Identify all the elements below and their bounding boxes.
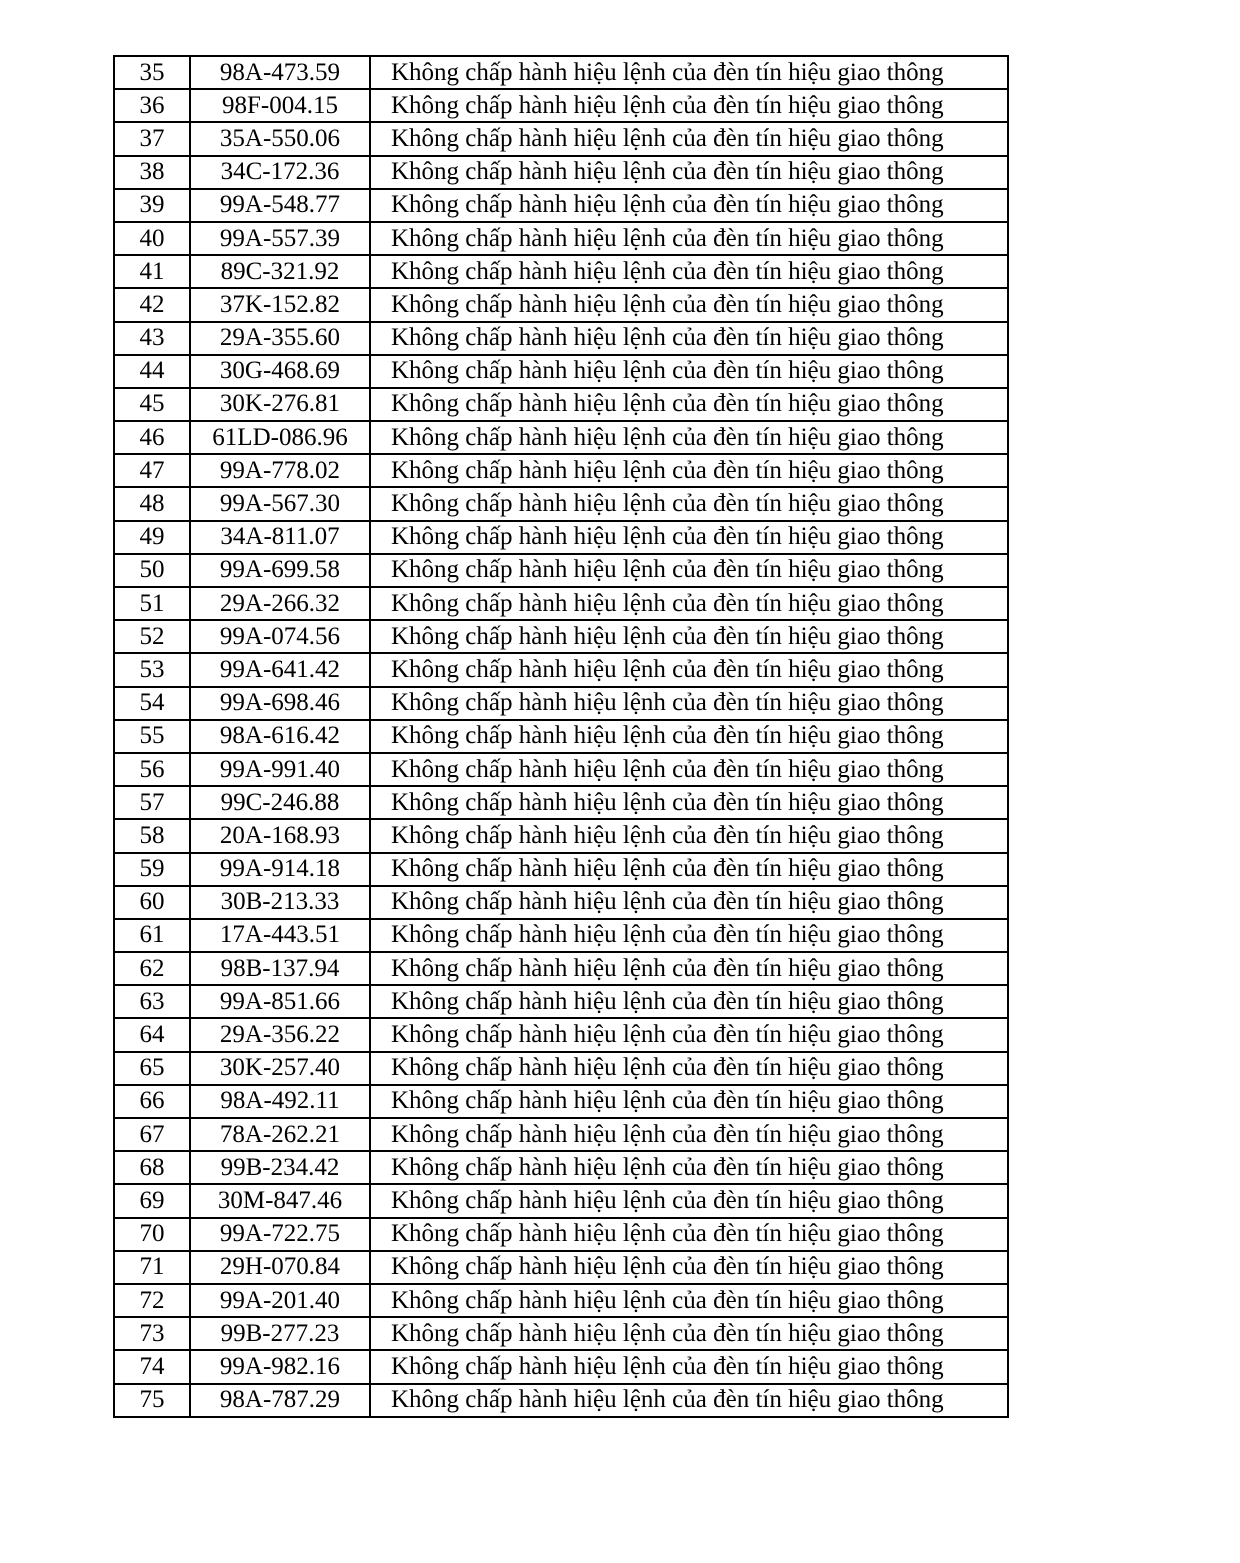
table-row	[114, 786, 1008, 819]
license-plate-cell: 99A-699.58	[190, 554, 370, 587]
license-plate-cell: 30G-468.69	[190, 355, 370, 388]
license-plate-cell: 20A-168.93	[190, 819, 370, 852]
license-plate-cell: 99A-722.75	[190, 1218, 370, 1251]
violation-cell: Không chấp hành hiệu lệnh của đèn tín hiệu giao thông	[370, 255, 1008, 288]
license-plate-cell: 99A-914.18	[190, 853, 370, 886]
license-plate-cell: 35A-550.06	[190, 122, 370, 155]
license-plate-cell: 99A-557.39	[190, 222, 370, 255]
violation-cell: Không chấp hành hiệu lệnh của đèn tín hiệu giao thông	[370, 687, 1008, 720]
license-plate-cell: 30K-257.40	[190, 1052, 370, 1085]
row-number-cell: 64	[114, 1018, 190, 1051]
row-number-cell: 37	[114, 122, 190, 155]
row-number-cell: 55	[114, 720, 190, 753]
violation-cell: Không chấp hành hiệu lệnh của đèn tín hiệu giao thông	[370, 454, 1008, 487]
license-plate-cell: 99A-641.42	[190, 653, 370, 686]
row-number-cell: 36	[114, 89, 190, 122]
row-number-cell: 74	[114, 1350, 190, 1383]
table-row	[114, 1317, 1008, 1350]
license-plate-cell: 99A-778.02	[190, 454, 370, 487]
row-number-cell: 53	[114, 653, 190, 686]
row-number-cell: 40	[114, 222, 190, 255]
table-row	[114, 554, 1008, 587]
violation-cell: Không chấp hành hiệu lệnh của đèn tín hiệu giao thông	[370, 222, 1008, 255]
table-row	[114, 687, 1008, 720]
license-plate-cell: 99A-982.16	[190, 1350, 370, 1383]
violation-cell: Không chấp hành hiệu lệnh của đèn tín hiệu giao thông	[370, 1350, 1008, 1383]
row-number-cell: 61	[114, 919, 190, 952]
table-row	[114, 985, 1008, 1018]
table-row	[114, 753, 1008, 786]
table-row	[114, 89, 1008, 122]
violation-cell: Không chấp hành hiệu lệnh của đèn tín hiệu giao thông	[370, 421, 1008, 454]
license-plate-cell: 34A-811.07	[190, 521, 370, 554]
violation-cell: Không chấp hành hiệu lệnh của đèn tín hiệu giao thông	[370, 587, 1008, 620]
table-row	[114, 1218, 1008, 1251]
table-row	[114, 388, 1008, 421]
violation-cell: Không chấp hành hiệu lệnh của đèn tín hiệu giao thông	[370, 786, 1008, 819]
violation-cell: Không chấp hành hiệu lệnh của đèn tín hiệu giao thông	[370, 521, 1008, 554]
row-number-cell: 62	[114, 952, 190, 985]
license-plate-cell: 30B-213.33	[190, 886, 370, 919]
violation-cell: Không chấp hành hiệu lệnh của đèn tín hiệu giao thông	[370, 1218, 1008, 1251]
table-row	[114, 1184, 1008, 1217]
table-row	[114, 1052, 1008, 1085]
row-number-cell: 57	[114, 786, 190, 819]
row-number-cell: 38	[114, 156, 190, 189]
license-plate-cell: 99A-548.77	[190, 189, 370, 222]
license-plate-cell: 99C-246.88	[190, 786, 370, 819]
row-number-cell: 56	[114, 753, 190, 786]
table-row	[114, 1251, 1008, 1284]
row-number-cell: 66	[114, 1085, 190, 1118]
violation-cell: Không chấp hành hiệu lệnh của đèn tín hiệu giao thông	[370, 322, 1008, 355]
table-row	[114, 355, 1008, 388]
license-plate-cell: 89C-321.92	[190, 255, 370, 288]
license-plate-cell: 98A-616.42	[190, 720, 370, 753]
violation-cell: Không chấp hành hiệu lệnh của đèn tín hiệu giao thông	[370, 189, 1008, 222]
license-plate-cell: 61LD-086.96	[190, 421, 370, 454]
row-number-cell: 50	[114, 554, 190, 587]
violation-cell: Không chấp hành hiệu lệnh của đèn tín hiệu giao thông	[370, 720, 1008, 753]
violation-cell: Không chấp hành hiệu lệnh của đèn tín hiệu giao thông	[370, 1384, 1008, 1417]
license-plate-cell: 99B-277.23	[190, 1317, 370, 1350]
table-row	[114, 487, 1008, 520]
license-plate-cell: 99A-698.46	[190, 687, 370, 720]
violation-cell: Không chấp hành hiệu lệnh của đèn tín hiệu giao thông	[370, 1118, 1008, 1151]
violation-cell: Không chấp hành hiệu lệnh của đèn tín hiệu giao thông	[370, 886, 1008, 919]
violation-cell: Không chấp hành hiệu lệnh của đèn tín hiệu giao thông	[370, 753, 1008, 786]
violation-cell: Không chấp hành hiệu lệnh của đèn tín hiệu giao thông	[370, 1018, 1008, 1051]
table-row	[114, 919, 1008, 952]
license-plate-cell: 99A-851.66	[190, 985, 370, 1018]
license-plate-cell: 29A-356.22	[190, 1018, 370, 1051]
license-plate-cell: 17A-443.51	[190, 919, 370, 952]
violation-cell: Không chấp hành hiệu lệnh của đèn tín hiệu giao thông	[370, 1085, 1008, 1118]
violations-table	[113, 55, 1009, 1418]
license-plate-cell: 99A-567.30	[190, 487, 370, 520]
license-plate-cell: 29H-070.84	[190, 1251, 370, 1284]
row-number-cell: 63	[114, 985, 190, 1018]
row-number-cell: 52	[114, 620, 190, 653]
row-number-cell: 54	[114, 687, 190, 720]
violation-cell: Không chấp hành hiệu lệnh của đèn tín hiệu giao thông	[370, 487, 1008, 520]
license-plate-cell: 99A-201.40	[190, 1284, 370, 1317]
row-number-cell: 59	[114, 853, 190, 886]
violation-cell: Không chấp hành hiệu lệnh của đèn tín hiệu giao thông	[370, 853, 1008, 886]
table-row	[114, 421, 1008, 454]
violation-cell: Không chấp hành hiệu lệnh của đèn tín hiệu giao thông	[370, 89, 1008, 122]
violation-cell: Không chấp hành hiệu lệnh của đèn tín hiệu giao thông	[370, 1052, 1008, 1085]
table-row	[114, 819, 1008, 852]
violations-table-body	[114, 56, 1008, 1417]
violation-cell: Không chấp hành hiệu lệnh của đèn tín hiệu giao thông	[370, 1317, 1008, 1350]
violation-cell: Không chấp hành hiệu lệnh của đèn tín hiệu giao thông	[370, 952, 1008, 985]
row-number-cell: 35	[114, 56, 190, 89]
table-row	[114, 288, 1008, 321]
table-row	[114, 1350, 1008, 1383]
row-number-cell: 58	[114, 819, 190, 852]
row-number-cell: 43	[114, 322, 190, 355]
row-number-cell: 41	[114, 255, 190, 288]
violation-cell: Không chấp hành hiệu lệnh của đèn tín hiệu giao thông	[370, 554, 1008, 587]
table-row	[114, 255, 1008, 288]
table-row	[114, 1018, 1008, 1051]
table-row	[114, 653, 1008, 686]
table-row	[114, 1384, 1008, 1417]
row-number-cell: 65	[114, 1052, 190, 1085]
row-number-cell: 71	[114, 1251, 190, 1284]
license-plate-cell: 29A-266.32	[190, 587, 370, 620]
table-row	[114, 720, 1008, 753]
violation-cell: Không chấp hành hiệu lệnh của đèn tín hiệu giao thông	[370, 919, 1008, 952]
row-number-cell: 46	[114, 421, 190, 454]
violation-cell: Không chấp hành hiệu lệnh của đèn tín hiệu giao thông	[370, 819, 1008, 852]
license-plate-cell: 98A-473.59	[190, 56, 370, 89]
violation-cell: Không chấp hành hiệu lệnh của đèn tín hiệu giao thông	[370, 653, 1008, 686]
license-plate-cell: 99A-074.56	[190, 620, 370, 653]
table-row	[114, 587, 1008, 620]
table-row	[114, 1085, 1008, 1118]
row-number-cell: 73	[114, 1317, 190, 1350]
violation-cell: Không chấp hành hiệu lệnh của đèn tín hiệu giao thông	[370, 1284, 1008, 1317]
table-row	[114, 189, 1008, 222]
row-number-cell: 45	[114, 388, 190, 421]
table-row	[114, 521, 1008, 554]
violation-cell: Không chấp hành hiệu lệnh của đèn tín hiệu giao thông	[370, 355, 1008, 388]
license-plate-cell: 99B-234.42	[190, 1151, 370, 1184]
table-row	[114, 454, 1008, 487]
violation-cell: Không chấp hành hiệu lệnh của đèn tín hiệu giao thông	[370, 1251, 1008, 1284]
violation-cell: Không chấp hành hiệu lệnh của đèn tín hiệu giao thông	[370, 156, 1008, 189]
violation-cell: Không chấp hành hiệu lệnh của đèn tín hiệu giao thông	[370, 1184, 1008, 1217]
license-plate-cell: 98B-137.94	[190, 952, 370, 985]
license-plate-cell: 37K-152.82	[190, 288, 370, 321]
table-row	[114, 853, 1008, 886]
row-number-cell: 39	[114, 189, 190, 222]
license-plate-cell: 34C-172.36	[190, 156, 370, 189]
violation-cell: Không chấp hành hiệu lệnh của đèn tín hiệu giao thông	[370, 56, 1008, 89]
table-row	[114, 1118, 1008, 1151]
row-number-cell: 70	[114, 1218, 190, 1251]
license-plate-cell: 99A-991.40	[190, 753, 370, 786]
row-number-cell: 47	[114, 454, 190, 487]
table-row	[114, 952, 1008, 985]
row-number-cell: 72	[114, 1284, 190, 1317]
row-number-cell: 75	[114, 1384, 190, 1417]
table-row	[114, 56, 1008, 89]
table-row	[114, 322, 1008, 355]
license-plate-cell: 29A-355.60	[190, 322, 370, 355]
license-plate-cell: 30M-847.46	[190, 1184, 370, 1217]
table-row	[114, 222, 1008, 255]
row-number-cell: 67	[114, 1118, 190, 1151]
row-number-cell: 51	[114, 587, 190, 620]
row-number-cell: 49	[114, 521, 190, 554]
violation-cell: Không chấp hành hiệu lệnh của đèn tín hiệu giao thông	[370, 620, 1008, 653]
row-number-cell: 69	[114, 1184, 190, 1217]
table-row	[114, 122, 1008, 155]
violation-cell: Không chấp hành hiệu lệnh của đèn tín hiệu giao thông	[370, 122, 1008, 155]
table-row	[114, 1151, 1008, 1184]
violation-cell: Không chấp hành hiệu lệnh của đèn tín hiệu giao thông	[370, 1151, 1008, 1184]
row-number-cell: 68	[114, 1151, 190, 1184]
table-row	[114, 1284, 1008, 1317]
table-row	[114, 156, 1008, 189]
license-plate-cell: 98A-787.29	[190, 1384, 370, 1417]
row-number-cell: 42	[114, 288, 190, 321]
violation-cell: Không chấp hành hiệu lệnh của đèn tín hiệu giao thông	[370, 985, 1008, 1018]
license-plate-cell: 98A-492.11	[190, 1085, 370, 1118]
table-row	[114, 620, 1008, 653]
license-plate-cell: 30K-276.81	[190, 388, 370, 421]
license-plate-cell: 98F-004.15	[190, 89, 370, 122]
license-plate-cell: 78A-262.21	[190, 1118, 370, 1151]
table-row	[114, 886, 1008, 919]
row-number-cell: 44	[114, 355, 190, 388]
violation-cell: Không chấp hành hiệu lệnh của đèn tín hiệu giao thông	[370, 388, 1008, 421]
violation-cell: Không chấp hành hiệu lệnh của đèn tín hiệu giao thông	[370, 288, 1008, 321]
row-number-cell: 48	[114, 487, 190, 520]
row-number-cell: 60	[114, 886, 190, 919]
